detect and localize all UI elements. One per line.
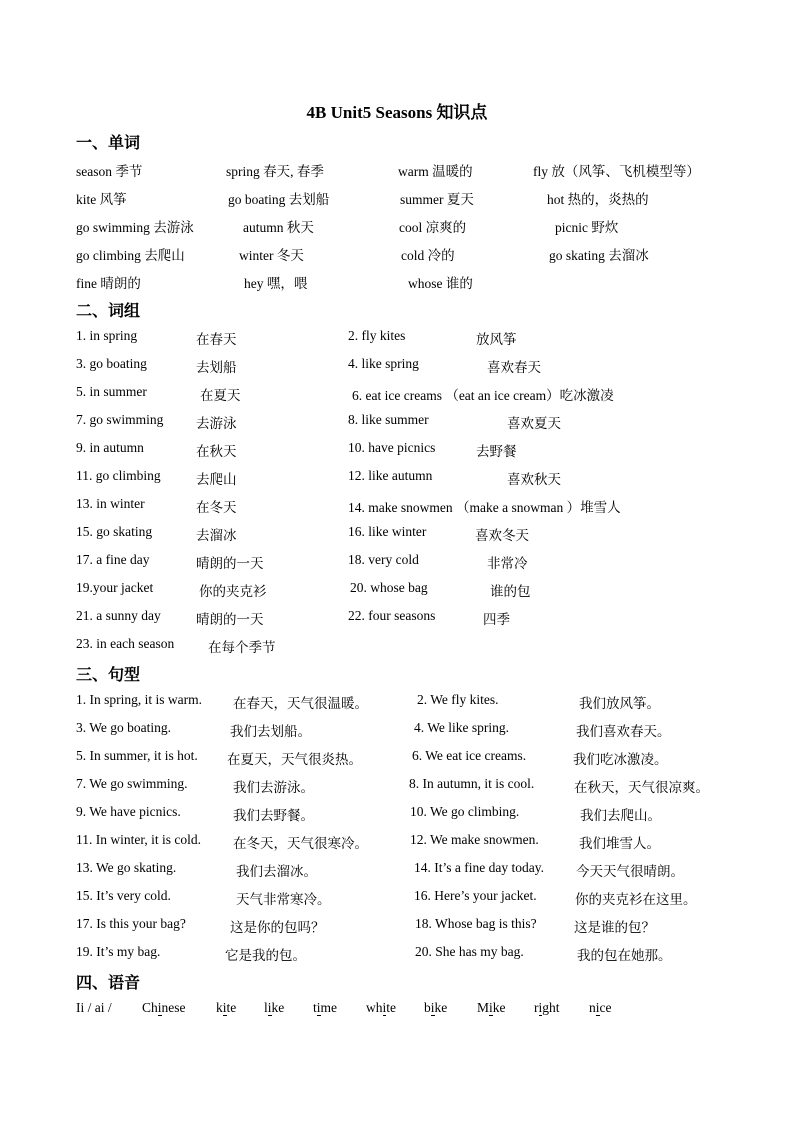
phrase-row — [0, 356, 794, 378]
sentence-row — [0, 944, 794, 966]
sentence-zh: 我们堆雪人。 — [579, 836, 660, 851]
phrase-row — [0, 524, 794, 546]
word-item: go boating 去划船 — [228, 192, 330, 207]
phrase-row — [0, 608, 794, 630]
phrase-zh: 喜欢夏天 — [507, 416, 561, 431]
word-item: picnic 野炊 — [555, 220, 619, 235]
word-item: warm 温暖的 — [398, 164, 473, 179]
word-item: spring 春天, 春季 — [226, 164, 324, 179]
sentence-en: 3. We go boating. — [76, 720, 172, 735]
sentence-zh: 在春天，天气很温暖。 — [233, 696, 368, 711]
sentence-en: 10. We go climbing. — [410, 804, 520, 819]
phrase-zh: 去野餐 — [476, 444, 517, 459]
word-item: go climbing 去爬山 — [76, 248, 185, 263]
phrase-en: 21. a sunny day — [76, 608, 161, 623]
phrase-row — [0, 496, 794, 518]
sentence-zh: 今天天气很晴朗。 — [576, 864, 684, 879]
sentence-en: 15. It’s very cold. — [76, 888, 171, 903]
sentence-en: 19. It’s my bag. — [76, 944, 161, 959]
sentence-zh: 这是谁的包？ — [574, 920, 655, 935]
phrase-zh: 去爬山 — [196, 472, 237, 487]
section-heading-sentences: 三、句型 — [76, 667, 141, 684]
phonics-word: right — [534, 1000, 560, 1015]
phrase-zh: 在冬天 — [196, 500, 237, 515]
phonics-word: like — [264, 1000, 285, 1015]
word-item: hey 嘿，喂 — [244, 276, 308, 291]
sentence-en: 16. Here’s your jacket. — [414, 888, 537, 903]
sentence-en: 12. We make snowmen. — [410, 832, 539, 847]
sentence-en: 20. She has my bag. — [415, 944, 524, 959]
sentence-en: 2. We fly kites. — [417, 692, 499, 707]
word-item: go swimming 去游泳 — [76, 220, 194, 235]
phrase-en: 22. four seasons — [348, 608, 436, 623]
word-item: fly 放（风筝、飞机模型等） — [533, 164, 700, 179]
phrase-row — [0, 328, 794, 350]
phrase-en: 3. go boating — [76, 356, 147, 371]
sentence-en: 9. We have picnics. — [76, 804, 181, 819]
phonics-word: Mike — [477, 1000, 506, 1015]
sentence-en: 18. Whose bag is this? — [415, 916, 537, 931]
sentence-zh: 这是你的包吗？ — [230, 920, 325, 935]
word-item: winter 冬天 — [239, 248, 304, 263]
sentence-en: 8. In autumn, it is cool. — [409, 776, 535, 791]
phrase-row — [0, 440, 794, 462]
phrase-zh: 在春天 — [196, 332, 237, 347]
phonics-word: bike — [424, 1000, 448, 1015]
phonics-word: white — [366, 1000, 397, 1015]
phrase-en: 11. go climbing — [76, 468, 161, 483]
phrase-zh: 四季 — [483, 612, 510, 627]
sentence-en: 13. We go skating. — [76, 860, 177, 875]
sentence-row — [0, 804, 794, 826]
sentence-row — [0, 860, 794, 882]
sentence-row — [0, 832, 794, 854]
sentence-en: 1. In spring, it is warm. — [76, 692, 202, 707]
phrase-zh: 喜欢春天 — [487, 360, 541, 375]
word-item: summer 夏天 — [400, 192, 474, 207]
word-row — [0, 272, 794, 294]
phrase-en: 17. a fine day — [76, 552, 150, 567]
sentence-en: 6. We eat ice creams. — [412, 748, 527, 763]
sentence-zh: 在夏天，天气很炎热。 — [227, 752, 362, 767]
phrase-en: 18. very cold — [348, 552, 419, 567]
phrase-zh: 放风筝 — [476, 332, 517, 347]
phonics-word: kite — [216, 1000, 237, 1015]
phrase-row — [0, 636, 794, 658]
phrase-zh: 在每个季节 — [208, 640, 276, 655]
phrase-en: 13. in winter — [76, 496, 145, 511]
sentence-zh: 我们喜欢春天。 — [576, 724, 671, 739]
phrase-row — [0, 580, 794, 602]
phrase-zh: 非常冷 — [487, 556, 528, 571]
sentence-zh: 我们去划船。 — [230, 724, 311, 739]
phrase-zh: 喜欢秋天 — [507, 472, 561, 487]
phrase-zh: 谁的包 — [490, 584, 531, 599]
section-heading-phrases: 二、词组 — [76, 303, 141, 320]
phrase-en: 1. in spring — [76, 328, 138, 343]
phonics-word: nice — [589, 1000, 612, 1015]
sentence-en: 17. Is this your bag? — [76, 916, 186, 931]
sentence-zh: 我的包在她那。 — [577, 948, 672, 963]
phrase-zh: 晴朗的一天 — [196, 612, 264, 627]
word-row — [0, 244, 794, 266]
phrase-row — [0, 412, 794, 434]
sentence-en: 14. It’s a fine day today. — [414, 860, 544, 875]
sentence-zh: 我们去爬山。 — [580, 808, 661, 823]
sentence-zh: 你的夹克衫在这里。 — [575, 892, 697, 907]
word-row — [0, 216, 794, 238]
sentence-row — [0, 916, 794, 938]
sentence-row — [0, 692, 794, 714]
sentence-zh: 在秋天，天气很凉爽。 — [574, 780, 709, 795]
word-item: hot 热的，炎热的 — [547, 192, 649, 207]
sentence-row — [0, 888, 794, 910]
phrase-en: 20. whose bag — [350, 580, 428, 595]
sentence-row — [0, 720, 794, 742]
sentence-en: 5. In summer, it is hot. — [76, 748, 198, 763]
word-item: fine 晴朗的 — [76, 276, 141, 291]
word-item: whose 谁的 — [408, 276, 473, 291]
sentence-zh: 我们去游泳。 — [233, 780, 314, 795]
sentence-zh: 我们去溜冰。 — [236, 864, 317, 879]
section-heading-phonics: 四、语音 — [76, 975, 141, 992]
phrase-zh: 喜欢冬天 — [475, 528, 529, 543]
sentence-zh: 它是我的包。 — [225, 948, 306, 963]
sentence-row — [0, 776, 794, 798]
phrase-en: 5. in summer — [76, 384, 147, 399]
phonics-word: Chinese — [142, 1000, 186, 1015]
sentence-en: 7. We go swimming. — [76, 776, 188, 791]
phonics-word: time — [313, 1000, 338, 1015]
phrase-row — [0, 384, 794, 406]
sentence-zh: 我们吃冰激凌。 — [573, 752, 668, 767]
phrase-zh: 去溜冰 — [196, 528, 237, 543]
sentence-zh: 我们放风筝。 — [579, 696, 660, 711]
word-item: season 季节 — [76, 164, 143, 179]
phrase-en: 14. make snowmen （make a snowman ）堆雪人 — [348, 500, 621, 515]
word-item: go skating 去溜冰 — [549, 248, 649, 263]
word-item: kite 风筝 — [76, 192, 127, 207]
sentence-zh: 天气非常寒冷。 — [236, 892, 331, 907]
phonics-row — [0, 1000, 794, 1022]
phrase-row — [0, 468, 794, 490]
phrase-zh: 在秋天 — [196, 444, 237, 459]
sentence-en: 11. In winter, it is cold. — [76, 832, 201, 847]
phrase-en: 16. like winter — [348, 524, 427, 539]
phrase-zh: 晴朗的一天 — [196, 556, 264, 571]
phrase-en: 10. have picnics — [348, 440, 436, 455]
phrase-en: 23. in each season — [76, 636, 175, 651]
sentence-row — [0, 748, 794, 770]
word-item: autumn 秋天 — [243, 220, 314, 235]
phrase-en: 7. go swimming — [76, 412, 164, 427]
phrase-row — [0, 552, 794, 574]
page-title: 4B Unit5 Seasons 知识点 — [306, 103, 488, 122]
phrase-en: 2. fly kites — [348, 328, 406, 343]
sentence-zh: 在冬天，天气很寒冷。 — [233, 836, 368, 851]
word-item: cold 冷的 — [401, 248, 455, 263]
phrase-en: 19.your jacket — [76, 580, 154, 595]
phrase-en: 15. go skating — [76, 524, 153, 539]
phrase-zh: 去划船 — [196, 360, 237, 375]
word-row — [0, 160, 794, 182]
word-item: cool 凉爽的 — [399, 220, 467, 235]
word-row — [0, 188, 794, 210]
phrase-en: 8. like summer — [348, 412, 429, 427]
sentence-en: 4. We like spring. — [414, 720, 510, 735]
section-heading-words: 一、单词 — [76, 135, 141, 152]
phrase-zh: 去游泳 — [196, 416, 237, 431]
phrase-zh: 在夏天 — [200, 388, 241, 403]
phrase-en: 4. like spring — [348, 356, 419, 371]
phrase-en: 12. like autumn — [348, 468, 433, 483]
phrase-en: 6. eat ice creams （eat an ice cream）吃冰激凌 — [352, 388, 614, 403]
phrase-en: 9. in autumn — [76, 440, 144, 455]
sentence-zh: 我们去野餐。 — [233, 808, 314, 823]
phrase-zh: 你的夹克衫 — [199, 584, 267, 599]
phonics-label: Ii / ai / — [76, 1000, 112, 1015]
